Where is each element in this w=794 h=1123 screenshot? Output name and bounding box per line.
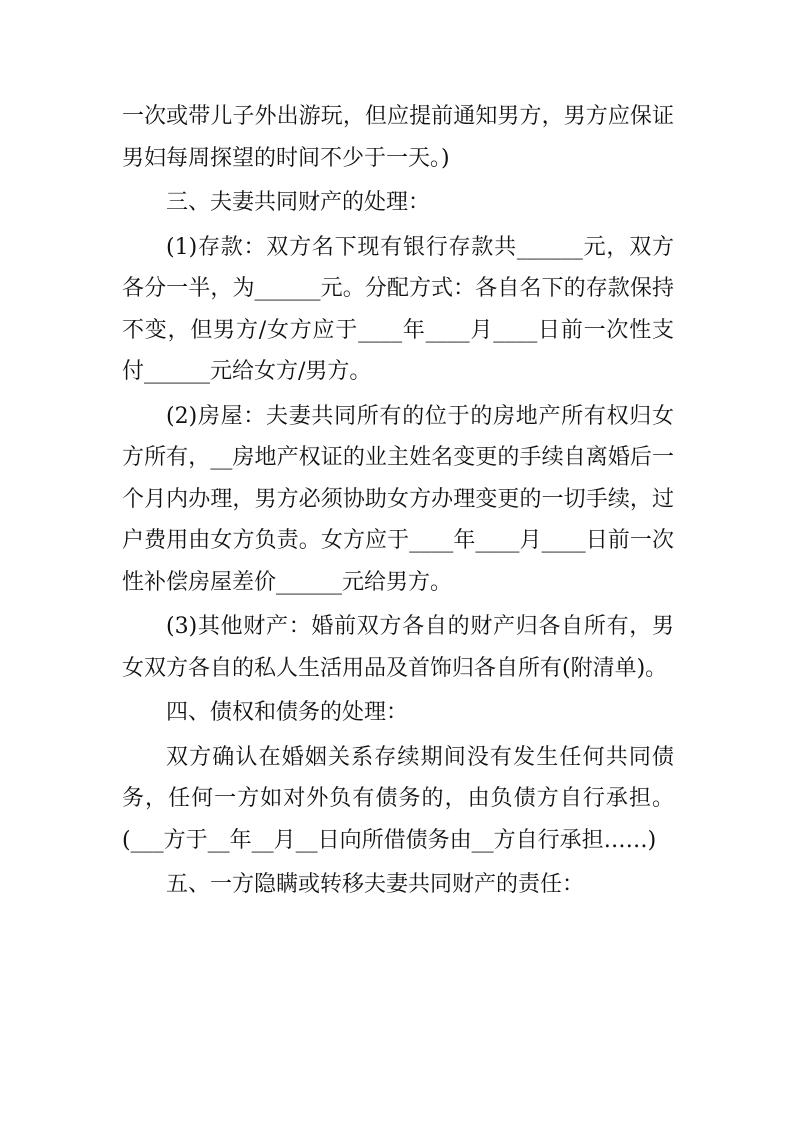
paragraph-debts: 双方确认在婚姻关系存续期间没有发生任何共同债务，任何一方如对外负有债务的，由负债方自行承担。(___方于__年__月__日向所借债务由__方自行承担……) (122, 744, 674, 853)
paragraph-other-property: (3)其他财产：婚前双方各自的财产归各自所有，男女双方各自的私人生活用品及首饰归各自所有(附清单)。 (122, 614, 674, 681)
document-body (122, 96, 674, 909)
heading-debts: 四、债权和债务的处理： (166, 700, 409, 725)
heading-concealment-liability: 五、一方隐瞒或转移夫妻共同财产的责任： (166, 872, 585, 897)
paragraph-deposits: (1)存款：双方名下现有银行存款共______元，双方各分一半，为______元。分配方式：各自名下的存款保持不变，但男方/女方应于____年____月____日前一次性支付______元给女方/男方。 (122, 234, 674, 384)
paragraph-visitation-continuation: 一次或带儿子外出游玩，但应提前通知男方，男方应保证男妇每周探望的时间不少于一天。) (122, 104, 674, 171)
heading-joint-property: 三、夫妻共同财产的处理： (166, 190, 431, 215)
paragraph-house: (2)房屋：夫妻共同所有的位于的房地产所有权归女方所有，__房地产权证的业主姓名变更的手续自离婚后一个月内办理，男方必须协助女方办理变更的一切手续，过户费用由女方负责。女方应于____年____月____日前一次性补偿房屋差价______元给男方。 (122, 403, 674, 595)
